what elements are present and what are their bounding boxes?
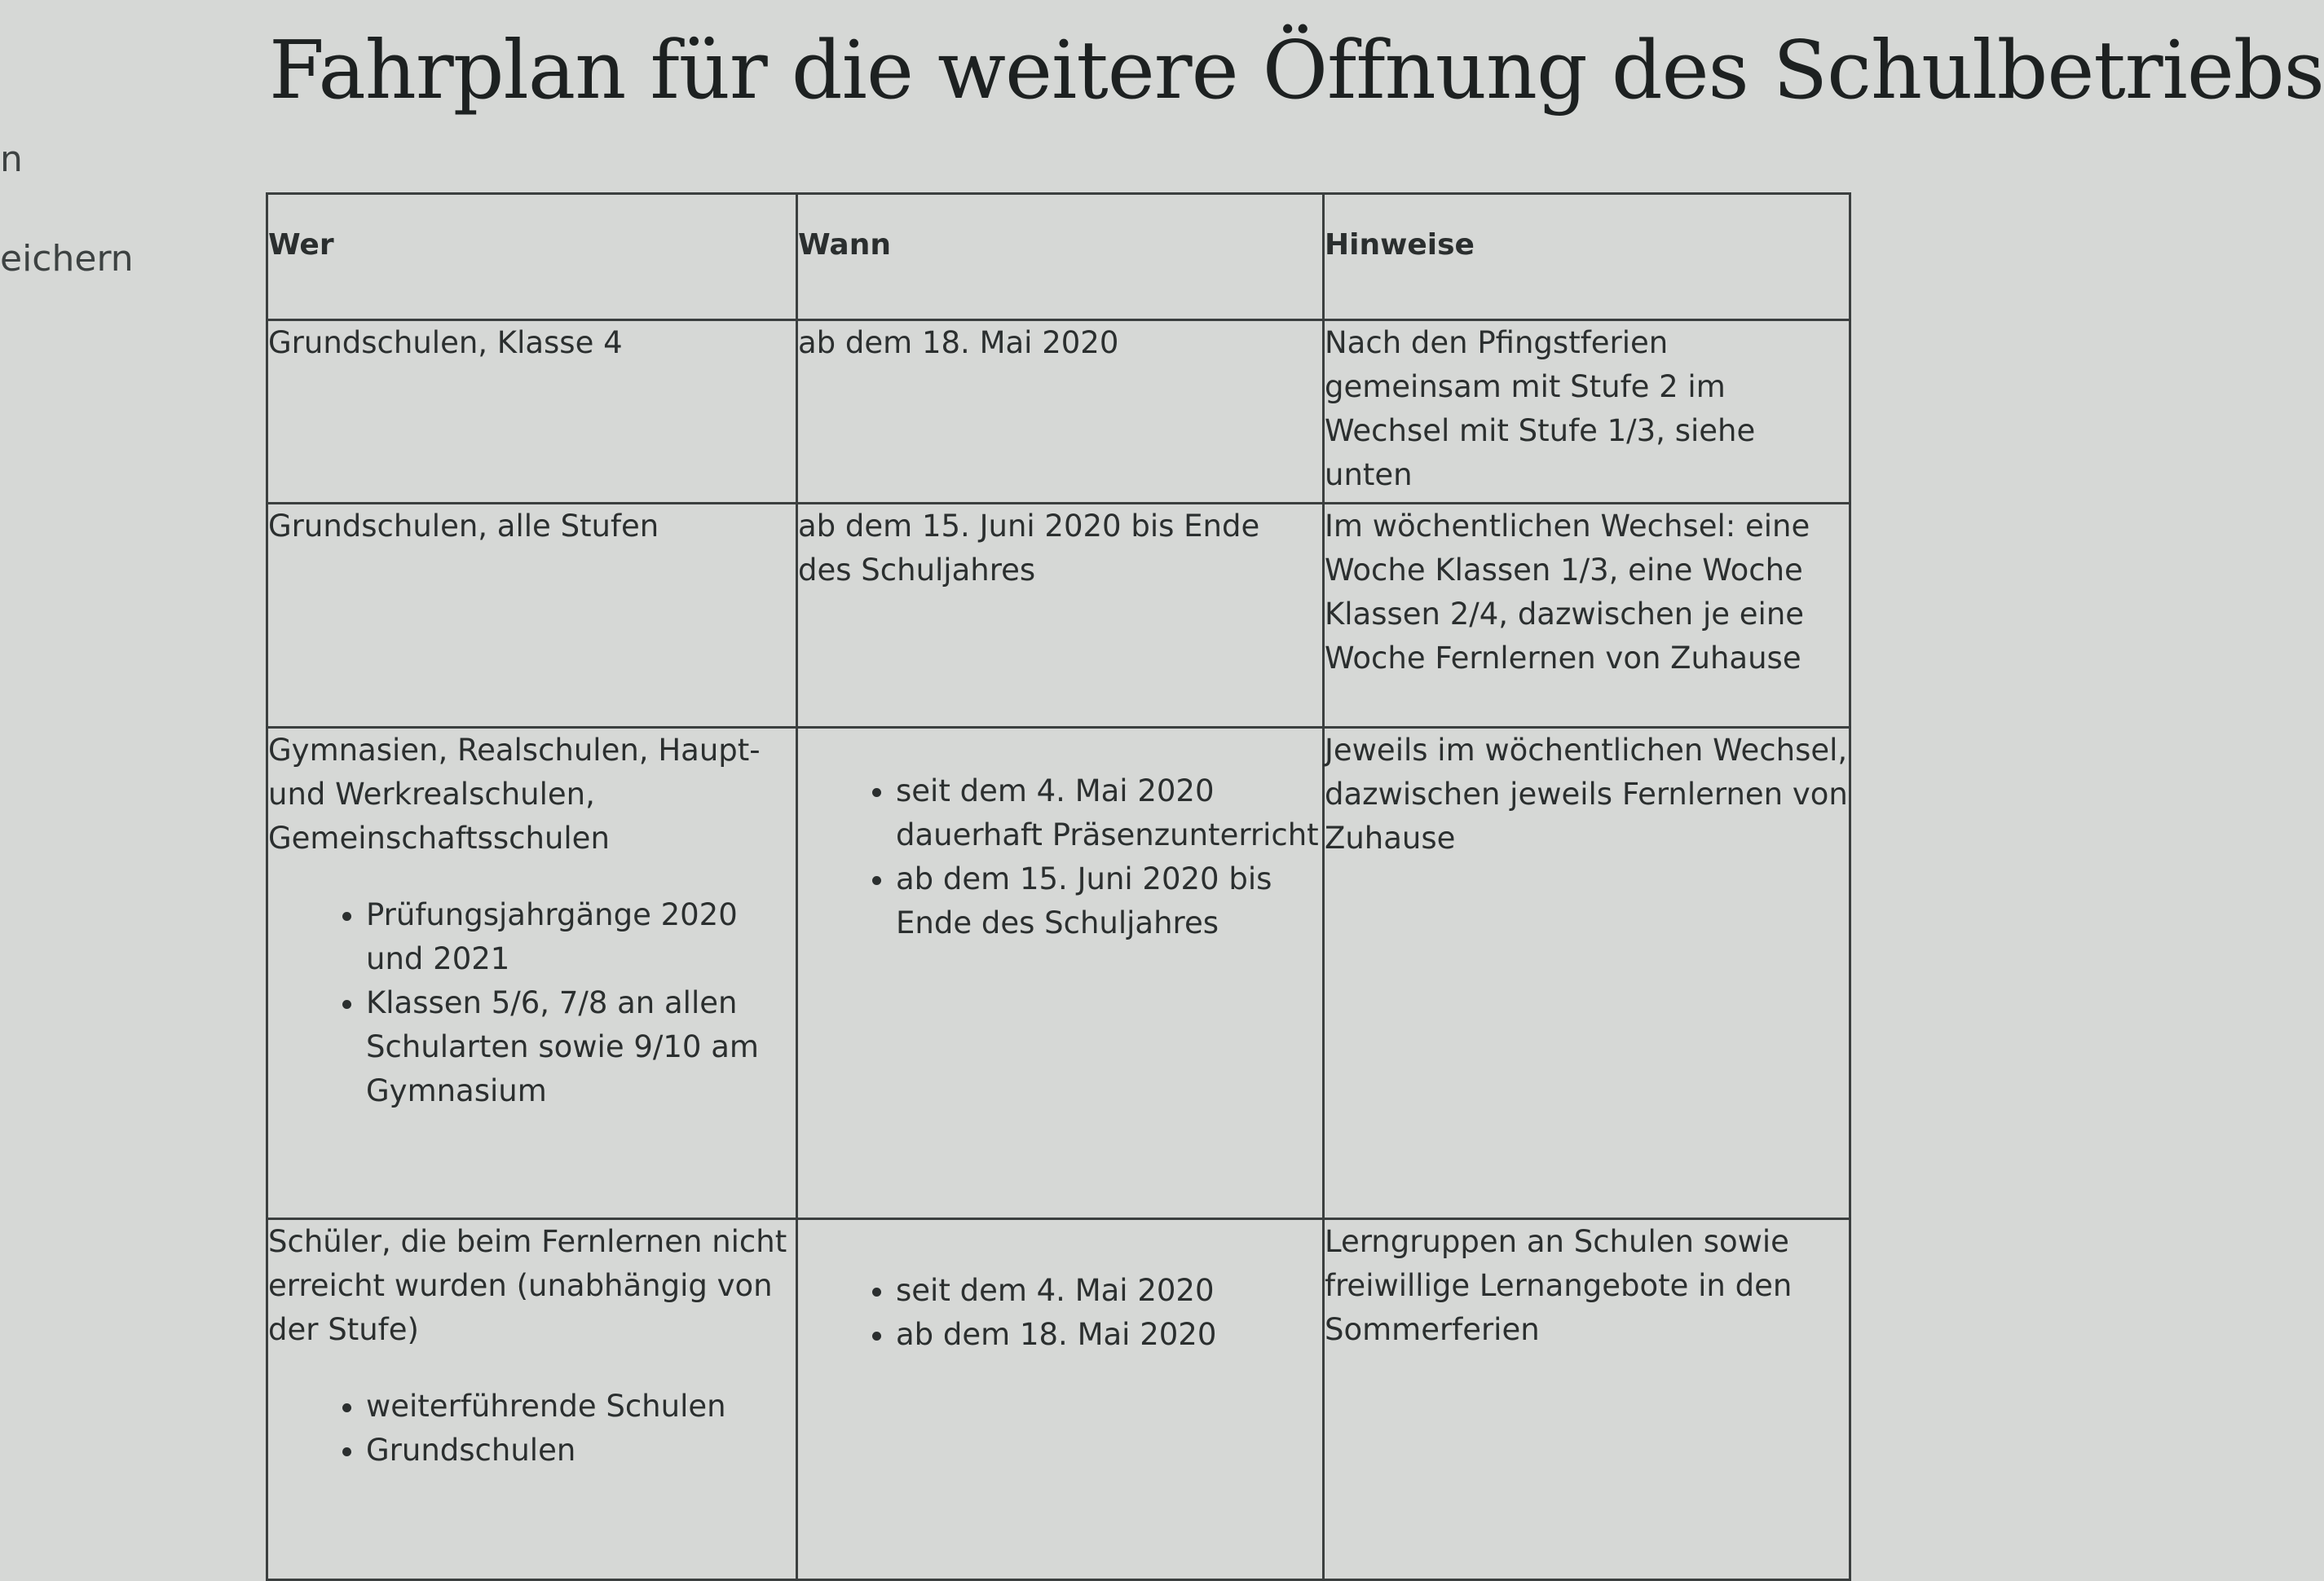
column-header-wann: Wann xyxy=(797,194,1324,320)
table-row xyxy=(267,728,1850,1219)
wer-list xyxy=(268,1385,796,1473)
cell-wann: ab dem 15. Juni 2020 bis Ende des Schuljahres xyxy=(797,504,1324,728)
list-item: • seit dem 4. Mai 2020 xyxy=(896,1269,1322,1313)
page-title: Fahrplan für die weitere Öffnung des Schulbetriebs xyxy=(269,24,2324,117)
cell-wann xyxy=(797,728,1324,1219)
list-item: • seit dem 4. Mai 2020 dauerhaft Präsenzunterricht xyxy=(896,769,1322,857)
list-item: • ab dem 18. Mai 2020 xyxy=(896,1313,1322,1357)
wer-list xyxy=(268,893,796,1113)
list-item: • weiterführende Schulen xyxy=(366,1385,796,1429)
cell-wer: Gymnasien, Realschulen, Haupt- und Werkrealschulen, Gemeinschaftsschulen • Prüfungsjahrgänge 2020 und 2021 • Klassen 5/6, 7/8 an allen Schularten sowie 9/10 am Gymnasium xyxy=(267,728,797,1219)
schedule-table xyxy=(266,192,1851,1581)
column-header-hinweise: Hinweise xyxy=(1324,194,1850,320)
cell-wer: Schüler, die beim Fernlernen nicht erreicht wurden (unabhängig von der Stufe) • weiterführende Schulen • Grundschulen xyxy=(267,1219,797,1580)
list-item: • ab dem 15. Juni 2020 bis Ende des Schuljahres xyxy=(896,857,1322,945)
wann-list xyxy=(798,1269,1322,1357)
cell-wer: Grundschulen, Klasse 4 xyxy=(267,320,797,504)
cell-hinweise: Jeweils im wöchentlichen Wechsel, dazwischen jeweils Fernlernen von Zuhause xyxy=(1324,728,1850,1219)
cell-hinweise: Im wöchentlichen Wechsel: eine Woche Klassen 1/3, eine Woche Klassen 2/4, dazwischen je eine Woche Fernlernen von Zuhause xyxy=(1324,504,1850,728)
cell-wann xyxy=(797,1219,1324,1580)
cell-hinweise: Lerngruppen an Schulen sowie freiwillige Lernangebote in den Sommerferien xyxy=(1324,1219,1850,1580)
wann-list xyxy=(798,769,1322,945)
table-header-row xyxy=(267,194,1850,320)
list-item: • Prüfungsjahrgänge 2020 und 2021 xyxy=(366,893,796,981)
table-row xyxy=(267,1219,1850,1580)
list-item: • Grundschulen xyxy=(366,1429,796,1473)
column-header-wer: Wer xyxy=(267,194,797,320)
cell-wann: ab dem 18. Mai 2020 xyxy=(797,320,1324,504)
sidebar-fragment: eichern xyxy=(0,238,134,280)
table-row xyxy=(267,320,1850,504)
cell-wer: Grundschulen, alle Stufen xyxy=(267,504,797,728)
table-row xyxy=(267,504,1850,728)
sidebar-fragment: n xyxy=(0,139,23,180)
cell-hinweise: Nach den Pfingstferien gemeinsam mit Stufe 2 im Wechsel mit Stufe 1/3, siehe unten xyxy=(1324,320,1850,504)
list-item: • Klassen 5/6, 7/8 an allen Schularten sowie 9/10 am Gymnasium xyxy=(366,981,796,1113)
